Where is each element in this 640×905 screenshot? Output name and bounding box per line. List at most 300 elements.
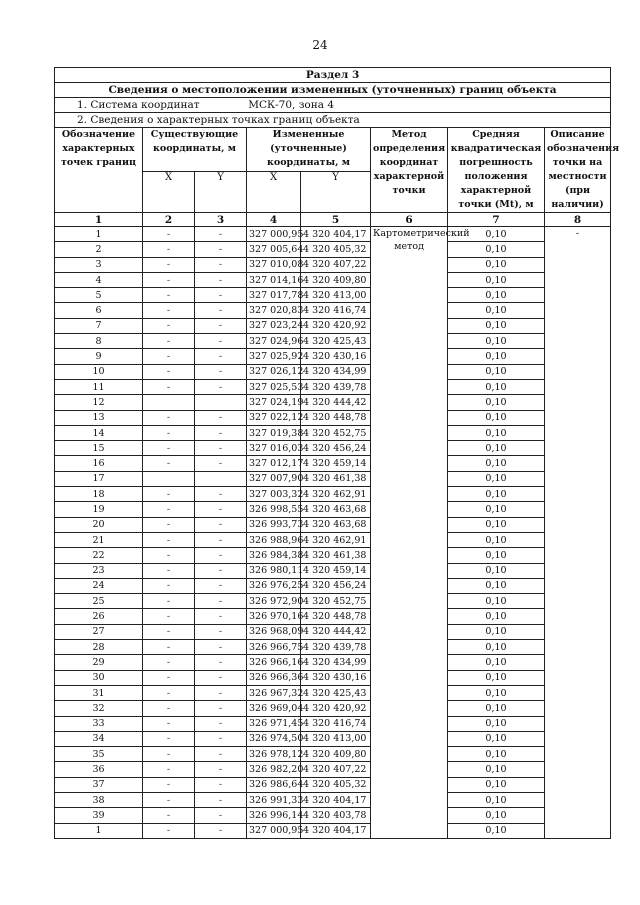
point-number: 1 <box>55 227 143 242</box>
existing-y: - <box>195 349 247 364</box>
changed-x: 327 003,32 <box>247 487 301 502</box>
column-number: 6 <box>371 213 448 227</box>
existing-x: - <box>143 272 195 287</box>
table-row <box>55 395 611 410</box>
accuracy-value: 0,10 <box>448 242 545 257</box>
accuracy-value: 0,10 <box>448 502 545 517</box>
section-title: Раздел 3 <box>55 68 611 83</box>
table-row <box>55 792 611 807</box>
changed-x: 326 966,36 <box>247 670 301 685</box>
changed-x: 326 970,16 <box>247 609 301 624</box>
changed-y: 4 320 452,75 <box>301 425 371 440</box>
header-method: Метод определения координат характерной точки <box>371 128 448 213</box>
accuracy-value: 0,10 <box>448 318 545 333</box>
existing-y <box>195 471 247 486</box>
point-number: 7 <box>55 318 143 333</box>
accuracy-value: 0,10 <box>448 624 545 639</box>
point-number: 28 <box>55 640 143 655</box>
existing-y: - <box>195 502 247 517</box>
changed-x: 327 025,92 <box>247 349 301 364</box>
accuracy-value: 0,10 <box>448 548 545 563</box>
point-number: 19 <box>55 502 143 517</box>
point-number: 2 <box>55 242 143 257</box>
accuracy-value: 0,10 <box>448 609 545 624</box>
existing-y: - <box>195 808 247 823</box>
table-row <box>55 777 611 792</box>
table-row <box>55 425 611 440</box>
accuracy-value: 0,10 <box>448 227 545 242</box>
existing-x: - <box>143 441 195 456</box>
table-row <box>55 272 611 287</box>
changed-x: 326 982,20 <box>247 762 301 777</box>
table-row <box>55 257 611 272</box>
changed-x: 327 019,38 <box>247 425 301 440</box>
existing-y: - <box>195 563 247 578</box>
point-number: 12 <box>55 395 143 410</box>
changed-y: 4 320 430,16 <box>301 670 371 685</box>
table-row <box>55 762 611 777</box>
accuracy-value: 0,10 <box>448 303 545 318</box>
column-number: 1 <box>55 213 143 227</box>
changed-x: 327 000,95 <box>247 227 301 242</box>
point-number: 11 <box>55 379 143 394</box>
table-row <box>55 318 611 333</box>
changed-x: 327 012,17 <box>247 456 301 471</box>
changed-x: 326 986,64 <box>247 777 301 792</box>
point-number: 22 <box>55 548 143 563</box>
existing-x: - <box>143 227 195 242</box>
changed-y: 4 320 462,91 <box>301 487 371 502</box>
accuracy-value: 0,10 <box>448 655 545 670</box>
existing-y: - <box>195 609 247 624</box>
point-number: 17 <box>55 471 143 486</box>
point-number: 23 <box>55 563 143 578</box>
existing-x: - <box>143 670 195 685</box>
changed-x: 326 967,32 <box>247 685 301 700</box>
existing-x: - <box>143 502 195 517</box>
existing-x: - <box>143 303 195 318</box>
existing-y: - <box>195 762 247 777</box>
table-row <box>55 701 611 716</box>
changed-x: 326 998,55 <box>247 502 301 517</box>
changed-x: 326 966,16 <box>247 655 301 670</box>
point-number: 34 <box>55 731 143 746</box>
existing-y: - <box>195 441 247 456</box>
changed-x: 327 020,83 <box>247 303 301 318</box>
existing-x: - <box>143 242 195 257</box>
table-row <box>55 532 611 547</box>
existing-x: - <box>143 716 195 731</box>
existing-x: - <box>143 747 195 762</box>
existing-y: - <box>195 257 247 272</box>
point-number: 6 <box>55 303 143 318</box>
header-existing-coords: Существующие координаты, м <box>143 128 247 172</box>
existing-y: - <box>195 487 247 502</box>
changed-x: 326 966,75 <box>247 640 301 655</box>
changed-y: 4 320 463,68 <box>301 502 371 517</box>
point-number: 4 <box>55 272 143 287</box>
accuracy-value: 0,10 <box>448 487 545 502</box>
changed-y: 4 320 404,17 <box>301 792 371 807</box>
existing-x: - <box>143 318 195 333</box>
changed-x: 327 024,19 <box>247 395 301 410</box>
point-number: 38 <box>55 792 143 807</box>
existing-y: - <box>195 823 247 838</box>
coord-system-value: МСК-70, зона 4 <box>248 99 335 111</box>
header-changed-coords: Измененные (уточненные) координаты, м <box>247 128 371 172</box>
changed-x: 326 996,14 <box>247 808 301 823</box>
table-row <box>55 808 611 823</box>
changed-y: 4 320 420,92 <box>301 701 371 716</box>
changed-x: 327 005,64 <box>247 242 301 257</box>
point-number: 36 <box>55 762 143 777</box>
accuracy-value: 0,10 <box>448 334 545 349</box>
existing-x: - <box>143 425 195 440</box>
existing-y: - <box>195 594 247 609</box>
accuracy-value: 0,10 <box>448 670 545 685</box>
point-number: 26 <box>55 609 143 624</box>
table-row <box>55 548 611 563</box>
header-existing-x: X <box>143 171 195 213</box>
existing-x: - <box>143 731 195 746</box>
accuracy-value: 0,10 <box>448 685 545 700</box>
accuracy-value: 0,10 <box>448 379 545 394</box>
accuracy-value: 0,10 <box>448 716 545 731</box>
accuracy-value: 0,10 <box>448 272 545 287</box>
column-number: 2 <box>143 213 195 227</box>
point-number: 32 <box>55 701 143 716</box>
existing-x: - <box>143 792 195 807</box>
accuracy-value: 0,10 <box>448 288 545 303</box>
changed-x: 327 025,53 <box>247 379 301 394</box>
point-number: 35 <box>55 747 143 762</box>
accuracy-value: 0,10 <box>448 640 545 655</box>
existing-y: - <box>195 747 247 762</box>
accuracy-value: 0,10 <box>448 731 545 746</box>
table-row <box>55 487 611 502</box>
existing-x: - <box>143 334 195 349</box>
point-number: 29 <box>55 655 143 670</box>
accuracy-value: 0,10 <box>448 747 545 762</box>
table-row <box>55 624 611 639</box>
point-number: 14 <box>55 425 143 440</box>
accuracy-value: 0,10 <box>448 701 545 716</box>
changed-y: 4 320 462,91 <box>301 532 371 547</box>
changed-y: 4 320 439,78 <box>301 379 371 394</box>
existing-y: - <box>195 792 247 807</box>
table-row <box>55 471 611 486</box>
changed-x: 327 024,96 <box>247 334 301 349</box>
changed-y: 4 320 463,68 <box>301 517 371 532</box>
existing-y: - <box>195 624 247 639</box>
changed-x: 326 969,04 <box>247 701 301 716</box>
point-number: 15 <box>55 441 143 456</box>
changed-y: 4 320 444,42 <box>301 395 371 410</box>
column-number: 5 <box>301 213 371 227</box>
existing-y <box>195 395 247 410</box>
existing-y: - <box>195 517 247 532</box>
accuracy-value: 0,10 <box>448 441 545 456</box>
changed-x: 326 984,38 <box>247 548 301 563</box>
header-existing-y: Y <box>195 171 247 213</box>
point-number: 8 <box>55 334 143 349</box>
point-number: 27 <box>55 624 143 639</box>
existing-y: - <box>195 670 247 685</box>
existing-y: - <box>195 655 247 670</box>
changed-x: 327 026,12 <box>247 364 301 379</box>
existing-y: - <box>195 379 247 394</box>
accuracy-value: 0,10 <box>448 471 545 486</box>
existing-x: - <box>143 762 195 777</box>
table-row <box>55 640 611 655</box>
description-cell: - <box>545 227 611 839</box>
changed-x: 326 968,09 <box>247 624 301 639</box>
existing-x: - <box>143 349 195 364</box>
table-row <box>55 655 611 670</box>
table-row <box>55 731 611 746</box>
existing-x <box>143 471 195 486</box>
changed-y: 4 320 404,17 <box>301 227 371 242</box>
changed-y: 4 320 461,38 <box>301 548 371 563</box>
column-number: 7 <box>448 213 545 227</box>
existing-x: - <box>143 517 195 532</box>
accuracy-value: 0,10 <box>448 349 545 364</box>
table-row <box>55 609 611 624</box>
point-number: 3 <box>55 257 143 272</box>
existing-x: - <box>143 609 195 624</box>
point-number: 39 <box>55 808 143 823</box>
changed-x: 326 976,25 <box>247 578 301 593</box>
point-number: 9 <box>55 349 143 364</box>
method-cell: Картометрический метод <box>371 227 448 839</box>
existing-x: - <box>143 288 195 303</box>
changed-x: 327 010,08 <box>247 257 301 272</box>
point-number: 30 <box>55 670 143 685</box>
changed-x: 327 000,95 <box>247 823 301 838</box>
table-row <box>55 747 611 762</box>
table-row <box>55 349 611 364</box>
column-number: 3 <box>195 213 247 227</box>
existing-y: - <box>195 288 247 303</box>
existing-y: - <box>195 548 247 563</box>
changed-y: 4 320 434,99 <box>301 655 371 670</box>
table-row <box>55 303 611 318</box>
accuracy-value: 0,10 <box>448 808 545 823</box>
changed-y: 4 320 425,43 <box>301 334 371 349</box>
existing-x <box>143 395 195 410</box>
changed-y: 4 320 444,42 <box>301 624 371 639</box>
column-number: 8 <box>545 213 611 227</box>
points-info-label: 2. Сведения о характерных точках границ объекта <box>55 113 611 128</box>
changed-x: 326 993,73 <box>247 517 301 532</box>
existing-y: - <box>195 227 247 242</box>
accuracy-value: 0,10 <box>448 257 545 272</box>
existing-y: - <box>195 303 247 318</box>
changed-x: 327 007,90 <box>247 471 301 486</box>
existing-y: - <box>195 272 247 287</box>
header-changed-x: X <box>247 171 301 213</box>
existing-x: - <box>143 685 195 700</box>
changed-y: 4 320 413,00 <box>301 288 371 303</box>
changed-y: 4 320 448,78 <box>301 609 371 624</box>
coord-system-row <box>55 98 611 113</box>
changed-y: 4 320 405,32 <box>301 242 371 257</box>
changed-y: 4 320 425,43 <box>301 685 371 700</box>
table-row <box>55 502 611 517</box>
changed-x: 326 991,33 <box>247 792 301 807</box>
accuracy-value: 0,10 <box>448 792 545 807</box>
point-number: 18 <box>55 487 143 502</box>
existing-x: - <box>143 257 195 272</box>
coord-system-label: 1. Система координат <box>77 99 200 111</box>
existing-y: - <box>195 716 247 731</box>
accuracy-value: 0,10 <box>448 762 545 777</box>
changed-y: 4 320 430,16 <box>301 349 371 364</box>
section-subtitle: Сведения о местоположении измененных (уточненных) границ объекта <box>55 83 611 98</box>
header-accuracy: Средняя квадратическая погрешность положения характерной точки (Mt), м <box>448 128 545 213</box>
table-row <box>55 334 611 349</box>
changed-x: 326 971,45 <box>247 716 301 731</box>
changed-y: 4 320 405,32 <box>301 777 371 792</box>
point-number: 25 <box>55 594 143 609</box>
changed-y: 4 320 448,78 <box>301 410 371 425</box>
existing-y: - <box>195 425 247 440</box>
point-number: 13 <box>55 410 143 425</box>
column-number: 4 <box>247 213 301 227</box>
existing-y: - <box>195 685 247 700</box>
point-number: 21 <box>55 532 143 547</box>
point-number: 5 <box>55 288 143 303</box>
table-row <box>55 716 611 731</box>
changed-y: 4 320 407,22 <box>301 257 371 272</box>
accuracy-value: 0,10 <box>448 532 545 547</box>
table-row <box>55 227 611 242</box>
header-designation: Обозначение характерных точек границ <box>55 128 143 213</box>
table-row <box>55 364 611 379</box>
existing-x: - <box>143 563 195 578</box>
changed-x: 327 014,16 <box>247 272 301 287</box>
header-changed-y: Y <box>301 171 371 213</box>
accuracy-value: 0,10 <box>448 578 545 593</box>
existing-y: - <box>195 578 247 593</box>
existing-x: - <box>143 777 195 792</box>
point-number: 37 <box>55 777 143 792</box>
existing-y: - <box>195 731 247 746</box>
existing-y: - <box>195 701 247 716</box>
changed-x: 326 972,90 <box>247 594 301 609</box>
existing-x: - <box>143 640 195 655</box>
changed-x: 327 017,78 <box>247 288 301 303</box>
table-row <box>55 441 611 456</box>
existing-x: - <box>143 823 195 838</box>
point-number: 24 <box>55 578 143 593</box>
existing-x: - <box>143 808 195 823</box>
existing-y: - <box>195 777 247 792</box>
existing-x: - <box>143 624 195 639</box>
changed-x: 326 978,12 <box>247 747 301 762</box>
changed-y: 4 320 409,80 <box>301 272 371 287</box>
existing-x: - <box>143 701 195 716</box>
changed-y: 4 320 404,17 <box>301 823 371 838</box>
changed-x: 327 022,12 <box>247 410 301 425</box>
table-row <box>55 685 611 700</box>
existing-y: - <box>195 242 247 257</box>
changed-y: 4 320 459,14 <box>301 563 371 578</box>
changed-y: 4 320 456,24 <box>301 441 371 456</box>
changed-x: 327 016,03 <box>247 441 301 456</box>
changed-y: 4 320 409,80 <box>301 747 371 762</box>
accuracy-value: 0,10 <box>448 563 545 578</box>
accuracy-value: 0,10 <box>448 594 545 609</box>
existing-x: - <box>143 655 195 670</box>
changed-y: 4 320 459,14 <box>301 456 371 471</box>
accuracy-value: 0,10 <box>448 425 545 440</box>
changed-y: 4 320 456,24 <box>301 578 371 593</box>
changed-y: 4 320 407,22 <box>301 762 371 777</box>
table-row <box>55 670 611 685</box>
point-number: 16 <box>55 456 143 471</box>
changed-x: 327 023,24 <box>247 318 301 333</box>
table-row <box>55 578 611 593</box>
table-row <box>55 288 611 303</box>
table-row <box>55 410 611 425</box>
changed-y: 4 320 439,78 <box>301 640 371 655</box>
table-row <box>55 517 611 532</box>
point-number: 10 <box>55 364 143 379</box>
existing-x: - <box>143 364 195 379</box>
point-number: 1 <box>55 823 143 838</box>
existing-x: - <box>143 410 195 425</box>
accuracy-value: 0,10 <box>448 410 545 425</box>
existing-x: - <box>143 379 195 394</box>
header-description: Описание обозначения точки на местности (при наличии) <box>545 128 611 213</box>
changed-x: 326 974,50 <box>247 731 301 746</box>
existing-x: - <box>143 548 195 563</box>
existing-x: - <box>143 456 195 471</box>
boundary-points-table <box>54 67 620 839</box>
existing-y: - <box>195 456 247 471</box>
existing-x: - <box>143 532 195 547</box>
changed-x: 326 988,96 <box>247 532 301 547</box>
table-row <box>55 594 611 609</box>
changed-y: 4 320 403,78 <box>301 808 371 823</box>
accuracy-value: 0,10 <box>448 777 545 792</box>
changed-y: 4 320 461,38 <box>301 471 371 486</box>
existing-x: - <box>143 487 195 502</box>
table-row <box>55 823 611 838</box>
accuracy-value: 0,10 <box>448 395 545 410</box>
accuracy-value: 0,10 <box>448 517 545 532</box>
table-row <box>55 456 611 471</box>
existing-y: - <box>195 640 247 655</box>
changed-y: 4 320 416,74 <box>301 716 371 731</box>
point-number: 33 <box>55 716 143 731</box>
existing-x: - <box>143 594 195 609</box>
accuracy-value: 0,10 <box>448 456 545 471</box>
existing-y: - <box>195 532 247 547</box>
changed-x: 326 980,11 <box>247 563 301 578</box>
table-row <box>55 563 611 578</box>
existing-y: - <box>195 318 247 333</box>
point-number: 31 <box>55 685 143 700</box>
accuracy-value: 0,10 <box>448 364 545 379</box>
existing-y: - <box>195 334 247 349</box>
existing-y: - <box>195 364 247 379</box>
changed-y: 4 320 416,74 <box>301 303 371 318</box>
changed-y: 4 320 434,99 <box>301 364 371 379</box>
point-number: 20 <box>55 517 143 532</box>
changed-y: 4 320 413,00 <box>301 731 371 746</box>
